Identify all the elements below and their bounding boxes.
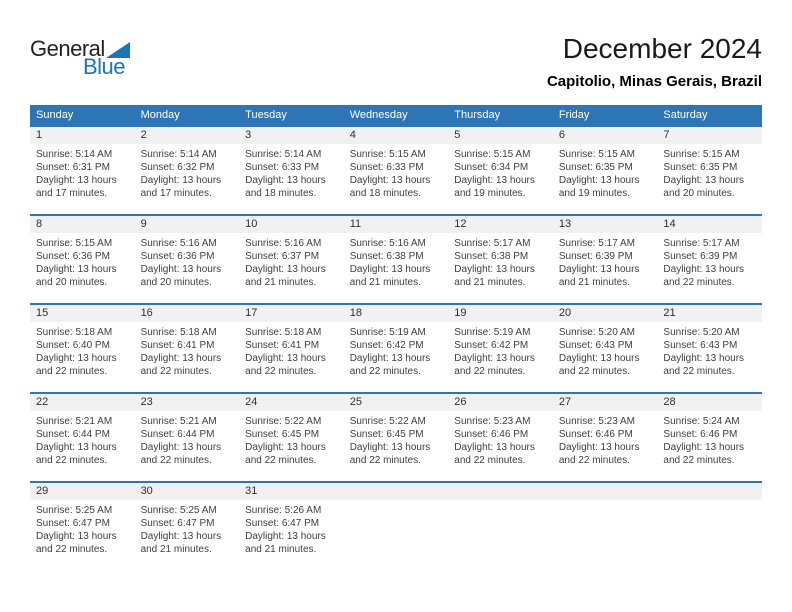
- day-details: [239, 411, 344, 467]
- daylight-text: Daylight: 13 hours and 22 minutes.: [245, 442, 326, 466]
- day-details: [135, 411, 240, 467]
- sunrise-text: Sunrise: 5:18 AM: [245, 327, 322, 338]
- day-details: [344, 144, 449, 200]
- day-cell: [448, 216, 553, 303]
- dow-header-tuesday: Tuesday: [245, 109, 287, 121]
- daylight-text: Daylight: 13 hours and 20 minutes.: [663, 175, 745, 199]
- sunset-text: Sunset: 6:35 PM: [558, 162, 633, 173]
- day-number: 29: [30, 483, 135, 500]
- sunrise-text: Sunrise: 5:15 AM: [663, 149, 740, 160]
- sunset-text: Sunset: 6:34 PM: [454, 162, 529, 173]
- day-details: [657, 411, 762, 467]
- sunset-text: Sunset: 6:41 PM: [140, 340, 215, 351]
- daylight-text: Daylight: 13 hours and 19 minutes.: [454, 175, 535, 199]
- day-cell: [30, 394, 135, 481]
- sunrise-text: Sunrise: 5:14 AM: [245, 149, 322, 160]
- sunset-text: Sunset: 6:36 PM: [36, 251, 110, 262]
- daylight-text: Daylight: 13 hours and 22 minutes.: [663, 442, 745, 466]
- location-subtitle: Capitolio, Minas Gerais, Brazil: [546, 73, 762, 90]
- sunrise-text: Sunrise: 5:14 AM: [36, 149, 113, 160]
- day-number: 12: [448, 216, 553, 233]
- day-number: 6: [553, 127, 658, 144]
- day-number: 28: [657, 394, 762, 411]
- day-number: 27: [553, 394, 658, 411]
- daylight-text: Daylight: 13 hours and 17 minutes.: [140, 175, 222, 199]
- day-number: 26: [448, 394, 553, 411]
- sunrise-text: Sunrise: 5:17 AM: [558, 238, 635, 249]
- sunrise-text: Sunrise: 5:24 AM: [663, 416, 740, 427]
- sunset-text: Sunset: 6:45 PM: [245, 429, 320, 440]
- day-cell: [448, 394, 553, 481]
- week-row: [30, 481, 762, 570]
- sunrise-text: Sunrise: 5:23 AM: [454, 416, 531, 427]
- day-number: 19: [448, 305, 553, 322]
- day-cell: [239, 216, 344, 303]
- day-cell: [30, 483, 135, 570]
- day-details: [657, 322, 762, 378]
- sunset-text: Sunset: 6:38 PM: [349, 251, 424, 262]
- day-number: 22: [30, 394, 135, 411]
- sunrise-text: Sunrise: 5:15 AM: [36, 238, 113, 249]
- daylight-text: Daylight: 13 hours and 22 minutes.: [558, 442, 640, 466]
- sunrise-text: Sunrise: 5:25 AM: [36, 505, 113, 516]
- day-cell: [135, 394, 240, 481]
- day-details: [553, 411, 658, 467]
- daylight-text: Daylight: 13 hours and 17 minutes.: [36, 175, 117, 199]
- sunrise-text: Sunrise: 5:16 AM: [245, 238, 322, 249]
- day-details: [30, 500, 135, 556]
- day-details: [30, 411, 135, 467]
- sunset-text: Sunset: 6:46 PM: [663, 429, 738, 440]
- week-row: [30, 125, 762, 214]
- day-number: 16: [135, 305, 240, 322]
- day-details: [135, 144, 240, 200]
- daylight-text: Daylight: 13 hours and 22 minutes.: [36, 442, 117, 466]
- day-details: [448, 411, 553, 467]
- sunrise-text: Sunrise: 5:19 AM: [454, 327, 531, 338]
- daylight-text: Daylight: 13 hours and 21 minutes.: [245, 531, 326, 555]
- sunrise-text: Sunrise: 5:20 AM: [558, 327, 635, 338]
- day-details: [135, 233, 240, 289]
- day-details: [344, 322, 449, 378]
- day-number: 7: [657, 127, 762, 144]
- sunrise-text: Sunrise: 5:17 AM: [454, 238, 531, 249]
- day-cell: [239, 394, 344, 481]
- sunrise-text: Sunrise: 5:21 AM: [140, 416, 217, 427]
- calendar-table: [30, 105, 762, 570]
- day-cell: [135, 216, 240, 303]
- sunset-text: Sunset: 6:41 PM: [245, 340, 320, 351]
- day-number: 31: [239, 483, 344, 500]
- sunrise-text: Sunrise: 5:15 AM: [558, 149, 635, 160]
- daylight-text: Daylight: 13 hours and 21 minutes.: [454, 264, 535, 288]
- dow-header-thursday: Thursday: [454, 109, 501, 121]
- day-details: [239, 322, 344, 378]
- day-details: [448, 233, 553, 289]
- sunrise-text: Sunrise: 5:26 AM: [245, 505, 322, 516]
- day-details: [30, 144, 135, 200]
- day-number: [448, 483, 553, 500]
- day-number: 13: [553, 216, 658, 233]
- empty-day-cell: [657, 483, 762, 570]
- logo-text-blue: Blue: [83, 54, 126, 79]
- day-details: [553, 144, 658, 200]
- daylight-text: Daylight: 13 hours and 22 minutes.: [245, 353, 326, 377]
- sunset-text: Sunset: 6:44 PM: [36, 429, 110, 440]
- day-details: [657, 233, 762, 289]
- daylight-text: Daylight: 13 hours and 20 minutes.: [140, 264, 222, 288]
- day-number: 8: [30, 216, 135, 233]
- day-cell: [239, 127, 344, 214]
- day-number: 4: [344, 127, 449, 144]
- sunset-text: Sunset: 6:39 PM: [558, 251, 633, 262]
- day-details: [30, 322, 135, 378]
- day-cell: [135, 483, 240, 570]
- day-cell: [448, 127, 553, 214]
- day-cell: [657, 394, 762, 481]
- dow-header-saturday: Saturday: [663, 109, 708, 121]
- day-details: [657, 144, 762, 200]
- day-number: [657, 483, 762, 500]
- sunset-text: Sunset: 6:36 PM: [140, 251, 215, 262]
- day-cell: [657, 127, 762, 214]
- sunset-text: Sunset: 6:46 PM: [558, 429, 633, 440]
- daylight-text: Daylight: 13 hours and 22 minutes.: [454, 353, 535, 377]
- day-details: [553, 233, 658, 289]
- day-number: 11: [344, 216, 449, 233]
- day-details: [448, 144, 553, 200]
- sunset-text: Sunset: 6:39 PM: [663, 251, 738, 262]
- sunrise-text: Sunrise: 5:15 AM: [349, 149, 426, 160]
- day-number: 20: [553, 305, 658, 322]
- sunrise-text: Sunrise: 5:22 AM: [349, 416, 426, 427]
- daylight-text: Daylight: 13 hours and 21 minutes.: [558, 264, 640, 288]
- sunrise-text: Sunrise: 5:25 AM: [140, 505, 217, 516]
- sunset-text: Sunset: 6:40 PM: [36, 340, 110, 351]
- day-number: [344, 483, 449, 500]
- daylight-text: Daylight: 13 hours and 18 minutes.: [245, 175, 326, 199]
- day-cell: [553, 394, 658, 481]
- day-number: 23: [135, 394, 240, 411]
- day-cell: [30, 305, 135, 392]
- empty-day-cell: [448, 483, 553, 570]
- day-details: [135, 500, 240, 556]
- dow-header-sunday: Sunday: [36, 109, 74, 121]
- week-row: [30, 392, 762, 481]
- sunset-text: Sunset: 6:42 PM: [349, 340, 424, 351]
- general-blue-logo: [30, 38, 130, 78]
- day-cell: [553, 216, 658, 303]
- day-details: [344, 411, 449, 467]
- day-cell: [553, 127, 658, 214]
- sunset-text: Sunset: 6:31 PM: [36, 162, 110, 173]
- day-details: [135, 322, 240, 378]
- daylight-text: Daylight: 13 hours and 22 minutes.: [349, 353, 431, 377]
- dow-header-wednesday: Wednesday: [349, 109, 408, 121]
- day-details: [239, 144, 344, 200]
- page-title: December 2024: [562, 33, 762, 64]
- sunrise-text: Sunrise: 5:18 AM: [36, 327, 113, 338]
- day-number: 30: [135, 483, 240, 500]
- day-details: [553, 322, 658, 378]
- day-number: 2: [135, 127, 240, 144]
- daylight-text: Daylight: 13 hours and 22 minutes.: [140, 442, 222, 466]
- sunrise-text: Sunrise: 5:22 AM: [245, 416, 322, 427]
- sunrise-text: Sunrise: 5:16 AM: [349, 238, 426, 249]
- day-number: 18: [344, 305, 449, 322]
- sunrise-text: Sunrise: 5:15 AM: [454, 149, 531, 160]
- daylight-text: Daylight: 13 hours and 20 minutes.: [36, 264, 117, 288]
- sunset-text: Sunset: 6:45 PM: [349, 429, 424, 440]
- sunrise-text: Sunrise: 5:20 AM: [663, 327, 740, 338]
- week-row: [30, 214, 762, 303]
- day-cell: [344, 216, 449, 303]
- day-number: 15: [30, 305, 135, 322]
- day-details: [448, 322, 553, 378]
- sunset-text: Sunset: 6:33 PM: [245, 162, 320, 173]
- day-details: [239, 500, 344, 556]
- sunset-text: Sunset: 6:43 PM: [663, 340, 738, 351]
- calendar-weeks: [30, 125, 762, 570]
- day-number: 24: [239, 394, 344, 411]
- empty-day-cell: [553, 483, 658, 570]
- day-cell: [135, 127, 240, 214]
- sunset-text: Sunset: 6:46 PM: [454, 429, 529, 440]
- day-number: 9: [135, 216, 240, 233]
- day-number: 10: [239, 216, 344, 233]
- sunrise-text: Sunrise: 5:17 AM: [663, 238, 740, 249]
- day-number: 17: [239, 305, 344, 322]
- daylight-text: Daylight: 13 hours and 22 minutes.: [558, 353, 640, 377]
- day-number: 1: [30, 127, 135, 144]
- day-cell: [553, 305, 658, 392]
- week-row: [30, 303, 762, 392]
- day-details: [30, 233, 135, 289]
- day-cell: [30, 216, 135, 303]
- day-cell: [657, 216, 762, 303]
- sunset-text: Sunset: 6:37 PM: [245, 251, 320, 262]
- dow-header-monday: Monday: [140, 109, 180, 121]
- day-cell: [30, 127, 135, 214]
- day-number: 21: [657, 305, 762, 322]
- daylight-text: Daylight: 13 hours and 18 minutes.: [349, 175, 431, 199]
- sunset-text: Sunset: 6:43 PM: [558, 340, 633, 351]
- daylight-text: Daylight: 13 hours and 21 minutes.: [349, 264, 431, 288]
- sunset-text: Sunset: 6:47 PM: [36, 518, 110, 529]
- sunrise-text: Sunrise: 5:14 AM: [140, 149, 217, 160]
- sunset-text: Sunset: 6:47 PM: [245, 518, 320, 529]
- sunrise-text: Sunrise: 5:21 AM: [36, 416, 113, 427]
- empty-day-cell: [344, 483, 449, 570]
- sunset-text: Sunset: 6:35 PM: [663, 162, 738, 173]
- daylight-text: Daylight: 13 hours and 19 minutes.: [558, 175, 640, 199]
- day-cell: [239, 483, 344, 570]
- day-cell: [448, 305, 553, 392]
- daylight-text: Daylight: 13 hours and 22 minutes.: [140, 353, 222, 377]
- day-number: 25: [344, 394, 449, 411]
- day-cell: [239, 305, 344, 392]
- sunrise-text: Sunrise: 5:16 AM: [140, 238, 217, 249]
- daylight-text: Daylight: 13 hours and 21 minutes.: [245, 264, 326, 288]
- day-cell: [344, 394, 449, 481]
- day-details: [344, 233, 449, 289]
- sunset-text: Sunset: 6:33 PM: [349, 162, 424, 173]
- daylight-text: Daylight: 13 hours and 22 minutes.: [663, 264, 745, 288]
- daylight-text: Daylight: 13 hours and 21 minutes.: [140, 531, 222, 555]
- sunset-text: Sunset: 6:44 PM: [140, 429, 215, 440]
- logo-text-general: General: [30, 36, 105, 61]
- daylight-text: Daylight: 13 hours and 22 minutes.: [36, 531, 117, 555]
- daylight-text: Daylight: 13 hours and 22 minutes.: [36, 353, 117, 377]
- day-details: [239, 233, 344, 289]
- daylight-text: Daylight: 13 hours and 22 minutes.: [454, 442, 535, 466]
- sunset-text: Sunset: 6:42 PM: [454, 340, 529, 351]
- sunset-text: Sunset: 6:38 PM: [454, 251, 529, 262]
- day-number: 3: [239, 127, 344, 144]
- sunrise-text: Sunrise: 5:19 AM: [349, 327, 426, 338]
- daylight-text: Daylight: 13 hours and 22 minutes.: [349, 442, 431, 466]
- day-number: 14: [657, 216, 762, 233]
- day-cell: [344, 127, 449, 214]
- day-of-week-header-row: [30, 105, 762, 125]
- sunrise-text: Sunrise: 5:18 AM: [140, 327, 217, 338]
- day-number: 5: [448, 127, 553, 144]
- daylight-text: Daylight: 13 hours and 22 minutes.: [663, 353, 745, 377]
- day-number: [553, 483, 658, 500]
- day-cell: [344, 305, 449, 392]
- sunset-text: Sunset: 6:47 PM: [140, 518, 215, 529]
- day-cell: [657, 305, 762, 392]
- dow-header-friday: Friday: [558, 109, 590, 121]
- sunrise-text: Sunrise: 5:23 AM: [558, 416, 635, 427]
- sunset-text: Sunset: 6:32 PM: [140, 162, 215, 173]
- day-cell: [135, 305, 240, 392]
